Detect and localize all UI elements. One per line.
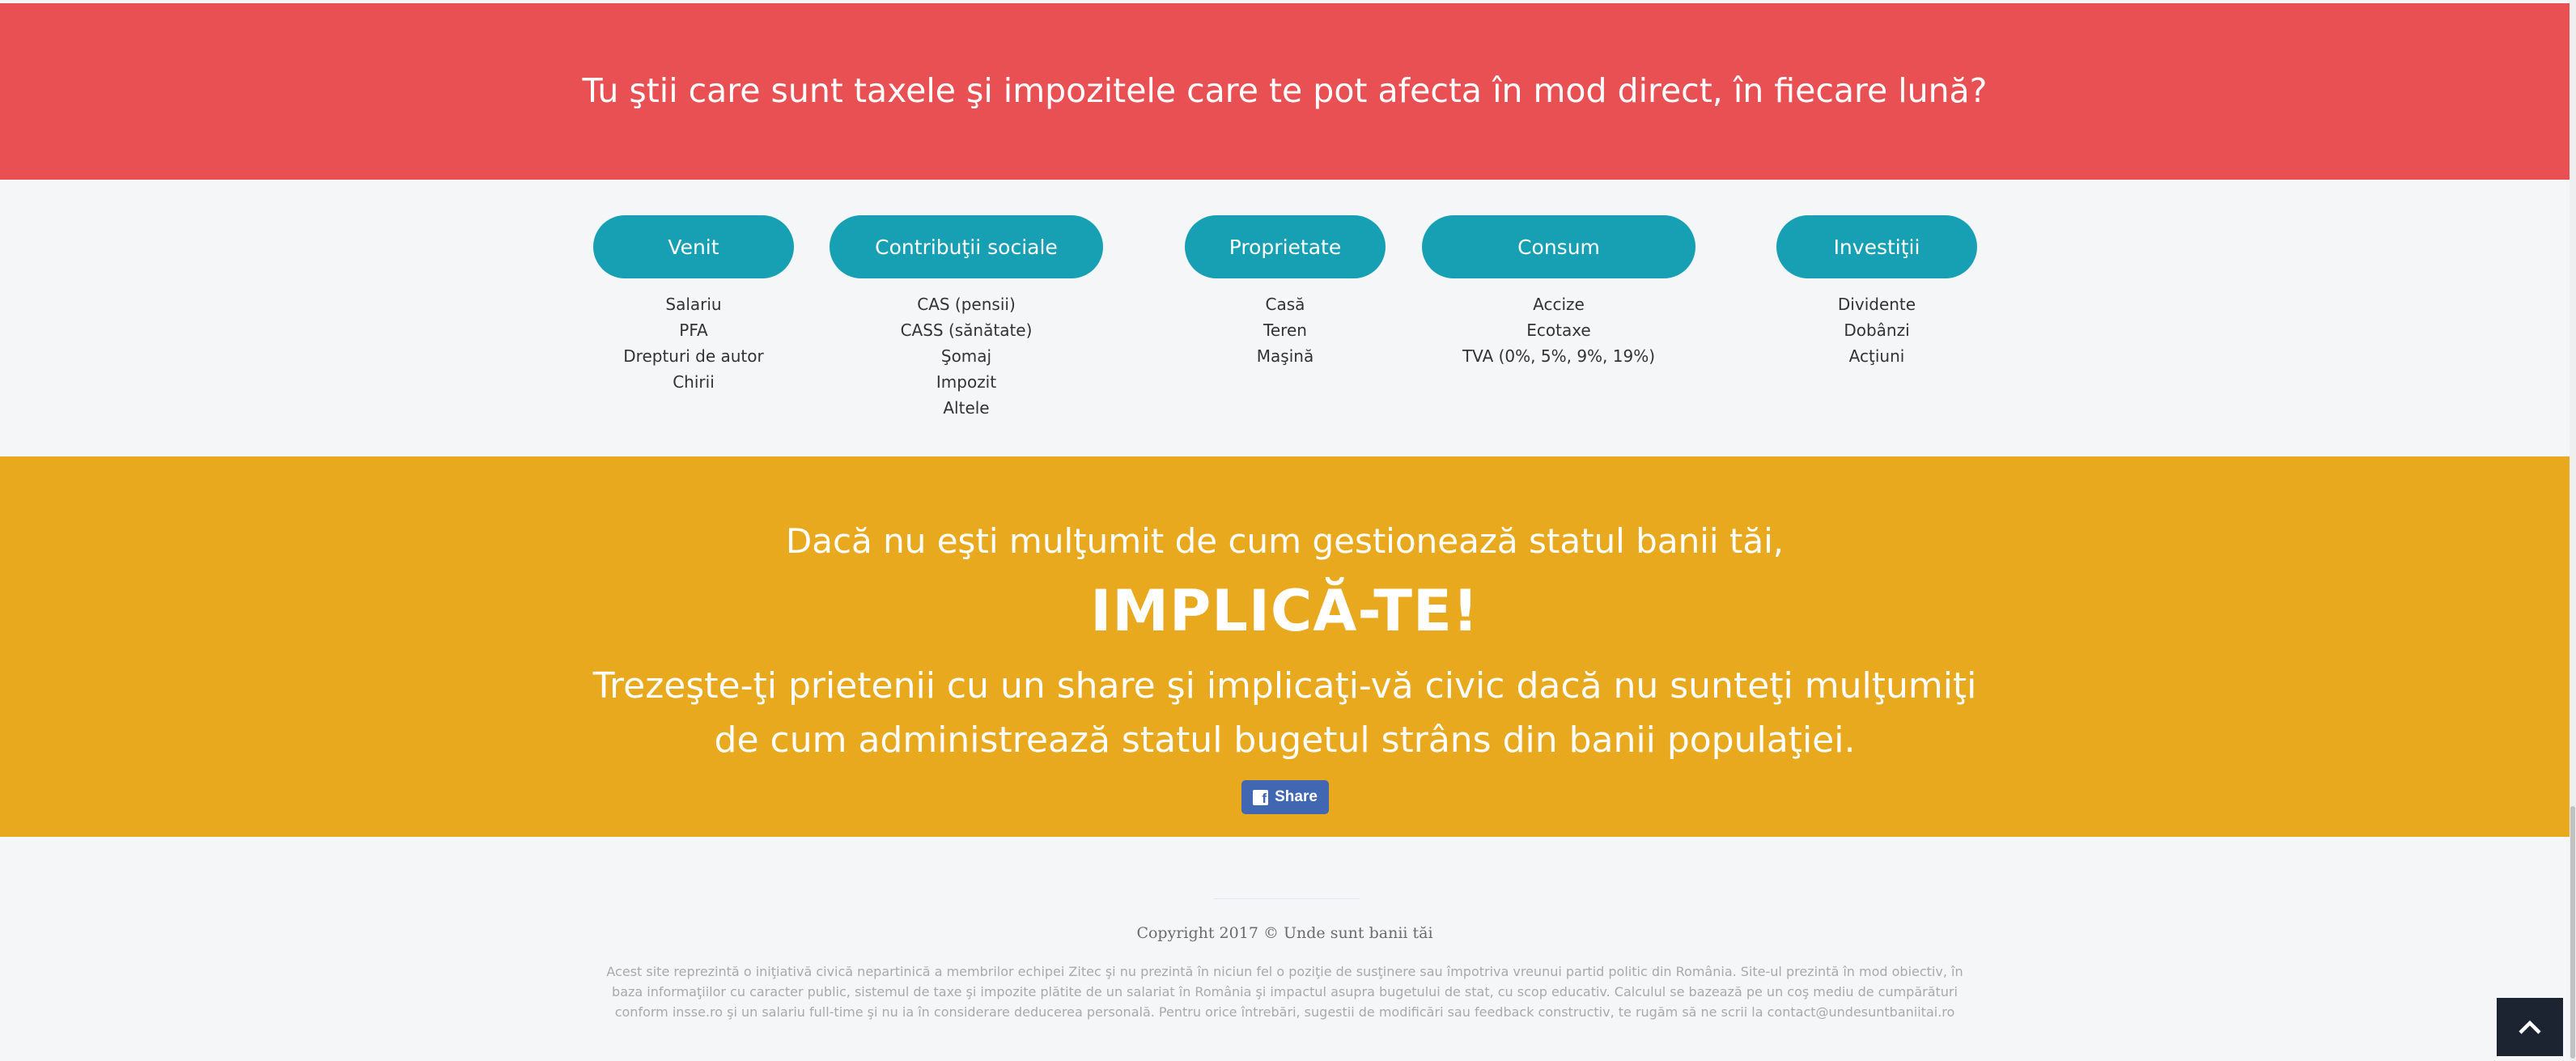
category-consum [1422, 215, 1695, 369]
list-item: Maşină [1256, 346, 1314, 366]
footer [0, 837, 2570, 1061]
disclaimer: Acest site reprezintă o iniţiativă civică nepartinică a membrilor echipei Zitec şi nu prezintă în niciun fel o poziţie de susţinere sau împotriva vreunui partid politic din România. Site-ul prezintă în mod obiectiv, în baza informaţiilor cu caracter public, sistemul de taxe şi impozite plătite de un salariat în România şi impactul asupra bugetului de stat, cu scop educativ. Calculul se bazează pe un coş mediu de cumpărături conform insse.ro şi un salariu full-time şi nu ia în considerare deducerea personală. Pentru orice întrebări, sugestii de modificări sau feedback constructiv, te rugăm să ne scrii la contact@undesuntbaniitai.ro [606, 964, 1963, 1020]
category-list [623, 291, 763, 395]
category-button-venit[interactable]: Venit [593, 215, 794, 278]
list-item: Salariu [665, 295, 722, 314]
category-investitii [1776, 215, 1977, 369]
cta-intro: Dacă nu eşti mulţumit de cum gestionează statul banii tăi, [785, 521, 1785, 561]
tax-categories [0, 180, 2570, 456]
category-venit [593, 215, 794, 395]
category-list [1257, 291, 1313, 369]
back-to-top-button[interactable] [2497, 998, 2563, 1056]
question-banner [0, 3, 2570, 180]
list-item: Teren [1263, 320, 1307, 340]
list-item: Drepturi de autor [623, 346, 764, 366]
list-item: Dividente [1837, 295, 1916, 314]
list-item: Acţiuni [1848, 346, 1905, 366]
list-item: CAS (pensii) [917, 295, 1016, 314]
category-list [901, 291, 1033, 421]
cta-description: Trezeşte-ţi prietenii cu un share şi implicaţi-vă civic dacă nu sunteţi mulţumiţi de cum administrează statul bugetul strâns din banii populaţiei. [592, 665, 1977, 761]
category-button-consum[interactable]: Consum [1422, 215, 1695, 278]
question-heading: Tu ştii care sunt taxele şi impozitele care te pot afecta în mod direct, în fiecare lună? [582, 71, 1988, 110]
list-item: Impozit [936, 372, 997, 392]
call-to-action-banner [0, 456, 2570, 837]
facebook-icon: f [1253, 790, 1268, 805]
cta-headline: IMPLICĂ-TE! [1090, 578, 1479, 644]
list-item: Accize [1533, 295, 1585, 314]
share-label: Share [1275, 788, 1318, 805]
list-item: Dobânzi [1844, 320, 1910, 340]
copyright: Copyright 2017 © Unde sunt banii tăi [1136, 924, 1433, 942]
footer-divider [1214, 898, 1360, 899]
list-item: Şomaj [940, 346, 992, 366]
facebook-share-button[interactable] [1241, 780, 1329, 814]
category-button-investitii[interactable]: Investiţii [1776, 215, 1977, 278]
category-contributii [830, 215, 1103, 421]
scrollbar-thumb[interactable] [2570, 806, 2575, 1059]
list-item: Altele [943, 398, 990, 418]
list-item: Chirii [673, 372, 715, 392]
category-button-proprietate[interactable]: Proprietate [1185, 215, 1386, 278]
category-list [1838, 291, 1916, 369]
category-button-contributii-sociale[interactable]: Contribuţii sociale [830, 215, 1103, 278]
category-proprietate [1185, 215, 1386, 369]
list-item: PFA [679, 320, 708, 340]
list-item: TVA (0%, 5%, 9%, 19%) [1462, 346, 1656, 366]
arrow-up-icon [2518, 1019, 2542, 1035]
category-list [1462, 291, 1655, 369]
list-item: Casă [1265, 295, 1305, 314]
vertical-scrollbar[interactable] [2570, 0, 2576, 1061]
list-item: CASS (sănătate) [900, 320, 1033, 340]
list-item: Ecotaxe [1526, 320, 1591, 340]
